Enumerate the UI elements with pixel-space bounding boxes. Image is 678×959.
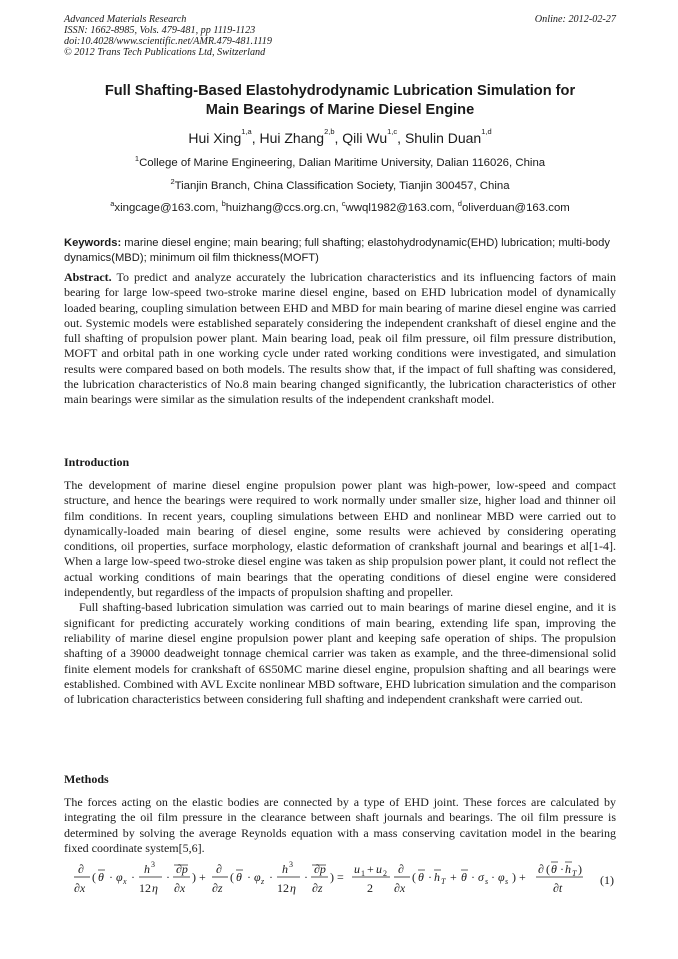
svg-text:·: · [471, 870, 475, 884]
running-header [64, 14, 616, 58]
svg-text:) +: ) + [512, 870, 526, 884]
title-line-2: Main Bearings of Marine Diesel Engine [205, 102, 475, 118]
keywords-text: marine diesel engine; main bearing; full shafting; elastohydrodynamic(EHD) lubrication; multi-body dynamics(MBD); minimum oil film thickness(MOFT) [64, 237, 610, 264]
methods-body [64, 795, 616, 856]
svg-text:φ: φ [498, 870, 505, 884]
svg-text:1: 1 [361, 869, 365, 878]
svg-text:∂: ∂ [538, 862, 544, 876]
svg-text:T: T [572, 869, 577, 878]
svg-text:∂x: ∂x [394, 881, 406, 895]
svg-text:∂: ∂ [78, 862, 84, 876]
copyright-line: © 2012 Trans Tech Publications Ltd, Switzerland [64, 47, 266, 58]
section-heading-methods: Methods [64, 772, 109, 786]
svg-text:+: + [367, 862, 374, 876]
author-list [64, 127, 616, 146]
section-heading-introduction: Introduction [64, 455, 130, 469]
svg-text:12: 12 [277, 881, 289, 895]
svg-text:·: · [166, 870, 170, 884]
paragraph: Full shafting-based lubrication simulation was carried out to main bearings of marine diesel engine, and it is significant for predicting accurately working conditions of main bearing, extending life span, improving the reliability of marine diesel engine propulsion power plant and keeping safe operation of ships. The propulsion shafting of a 39000 deadweight tonnage chemical carrier was taken as example, and the three-dimensional solid finite element models for crankshaft of 6S50MC marine diesel engine, propulsion shafting and all bearings were established. Combined with AVL Excite nonlinear MBD software, EHD lubrication simulation and the comparison of lubrication characteristics between considering full shafting and independent crankshaft were carried out. [64, 600, 616, 707]
svg-text:·: · [131, 870, 135, 884]
svg-text:θ: θ [551, 862, 557, 876]
svg-text:θ: θ [418, 870, 424, 884]
affiliation-2: $^2$Tianjin Branch, China Classification Society, Tianjin 300457, China [170, 177, 510, 192]
svg-text:x: x [123, 877, 127, 886]
svg-text:·: · [560, 862, 564, 876]
introduction-body [64, 478, 616, 707]
svg-text:∂x: ∂x [174, 881, 186, 895]
svg-text:∂z: ∂z [212, 881, 223, 895]
svg-text:θ: θ [98, 870, 104, 884]
svg-text:h: h [434, 870, 440, 884]
svg-text:T: T [441, 877, 446, 886]
svg-text:s: s [485, 877, 489, 886]
svg-text:) +: ) + [192, 870, 206, 884]
title-line-1: Full Shafting-Based Elastohydrodynamic Lubrication Simulation for [104, 83, 576, 99]
svg-text:s: s [505, 877, 509, 886]
svg-text:φ: φ [116, 870, 123, 884]
svg-text:h: h [565, 862, 571, 876]
svg-text:∂t: ∂t [553, 881, 563, 895]
svg-text:u: u [354, 862, 360, 876]
svg-text:h: h [144, 862, 150, 876]
svg-text:∂p: ∂p [176, 862, 188, 876]
paper-title [64, 82, 616, 120]
svg-text:2: 2 [383, 869, 387, 878]
journal-name: Advanced Materials Research [64, 14, 187, 25]
abstract-text: To predict and analyze accurately the lubrication characteristics and its influencing factors of main bearing for large low-speed two-stroke marine diesel engine, based on EHD lubrication model of dynamically loaded bearing, coupling simulation between EHD and MBD for main bearing of marine diesel engine was carried out. Systemic models were established separately considering the independent crankshaft of diesel engine and the full shafting of propulsion power plant. Main bearing load, peak oil film pressure, oil film pressure distribution, MOFT and orbital path in one working cycle under rated working conditions were investigated, and simulation results were compared based on both models. The results show that, if the impact of full shafting was considered, the lubrication characteristics of No.8 main bearing changed significantly, the lubrication characteristics of other main bearings were similar as the simulation results of the independent crankshaft model. [64, 270, 616, 407]
svg-text:h: h [282, 862, 288, 876]
issn-line: ISSN: 1662-8985, Vols. 479-481, pp 1119-1123 [64, 25, 256, 36]
svg-text:3: 3 [151, 860, 155, 869]
online-date: Online: 2012-02-27 [534, 14, 616, 25]
svg-text:(: ( [546, 862, 550, 876]
svg-text:·: · [428, 870, 432, 884]
svg-text:) =: ) = [330, 870, 344, 884]
svg-text:σ: σ [478, 870, 484, 884]
author: Hui Zhang$^{2,b}$, [259, 127, 343, 146]
author: Hui Xing$^{1,a}$, [188, 127, 260, 146]
author: Qili Wu$^{1,c}$, [342, 127, 405, 146]
affiliation-1: $^1$College of Marine Engineering, Dalian Maritime University, Dalian 116026, China [134, 154, 546, 169]
email-link[interactable]: huizhang@ccs.org.cn, [225, 202, 342, 214]
paragraph: The development of marine diesel engine propulsion power plant was high-power, low-speed and compact structure, and hence the bearings were required to work normally under smaller size, higher load and thinner oil film conditions. In recent years, coupling simulations between EHD and nonlinear MBD were carried out to dynamically-loaded main bearing of diesel engine, some results were achieved by considering operating conditions, oil properties, surface morphology, elastic deformation of crankshaft journal and bearings et al[1-4]. When a large low-speed two-stroke diesel engine was taken as ship propulsion power plant, it could not reflect the actual working conditions of main bearings that the operating conditions of diesel engine were considered independently, but regardless of the impacts of propulsion shafting and propeller. [64, 478, 616, 600]
abstract [64, 270, 616, 408]
svg-text:(: ( [92, 870, 96, 884]
email-link[interactable]: wwql1982@163.com, [345, 202, 458, 214]
svg-text:η: η [290, 881, 296, 895]
svg-text:∂z: ∂z [312, 881, 323, 895]
svg-text:φ: φ [254, 870, 261, 884]
svg-text:∂: ∂ [216, 862, 222, 876]
svg-text:θ: θ [461, 870, 467, 884]
svg-text:·: · [109, 870, 113, 884]
reynolds-equation [64, 859, 616, 901]
svg-text:∂: ∂ [398, 862, 404, 876]
email-link[interactable]: oliverduan@163.com [461, 202, 570, 214]
svg-text:z: z [261, 877, 265, 886]
svg-text:+: + [450, 870, 457, 884]
equation-graphic [64, 859, 584, 901]
svg-text:θ: θ [236, 870, 242, 884]
svg-text:η: η [152, 881, 158, 895]
email-link[interactable]: xingcage@163.com, [114, 202, 222, 214]
svg-text:3: 3 [289, 860, 293, 869]
svg-text:∂x: ∂x [74, 881, 86, 895]
abstract-label: Abstract. [64, 270, 112, 284]
svg-text:): ) [578, 862, 582, 876]
doi-line: doi:10.4028/www.scientific.net/AMR.479-481.1119 [64, 36, 272, 47]
svg-text:(: ( [412, 870, 416, 884]
svg-text:(: ( [230, 870, 234, 884]
author: Shulin Duan$^{1,d}$ [404, 127, 492, 146]
svg-text:·: · [304, 870, 308, 884]
svg-text:u: u [376, 862, 382, 876]
keywords [64, 236, 616, 266]
svg-text:2: 2 [367, 881, 373, 895]
svg-text:·: · [269, 870, 273, 884]
keywords-label: Keywords: [64, 237, 122, 249]
email-list: $^a$xingcage@163.com, $^b$huizhang@ccs.org.cn, $^c$wwql1982@163.com, $^d$oliverduan@163.com [110, 199, 570, 214]
paragraph: The forces acting on the elastic bodies are connected by a type of EHD joint. These forces are calculated by integrating the oil film pressure in the clearance between shaft journals and bearings. The oil film pressure is determined by solving the average Reynolds equation with a mass conserving cavitation model in the bearing fixed coordinate system[5,6]. [64, 795, 616, 855]
svg-text:·: · [247, 870, 251, 884]
svg-text:·: · [491, 870, 495, 884]
svg-text:12: 12 [139, 881, 151, 895]
svg-text:∂p: ∂p [314, 862, 326, 876]
equation-number: (1) [600, 873, 614, 887]
